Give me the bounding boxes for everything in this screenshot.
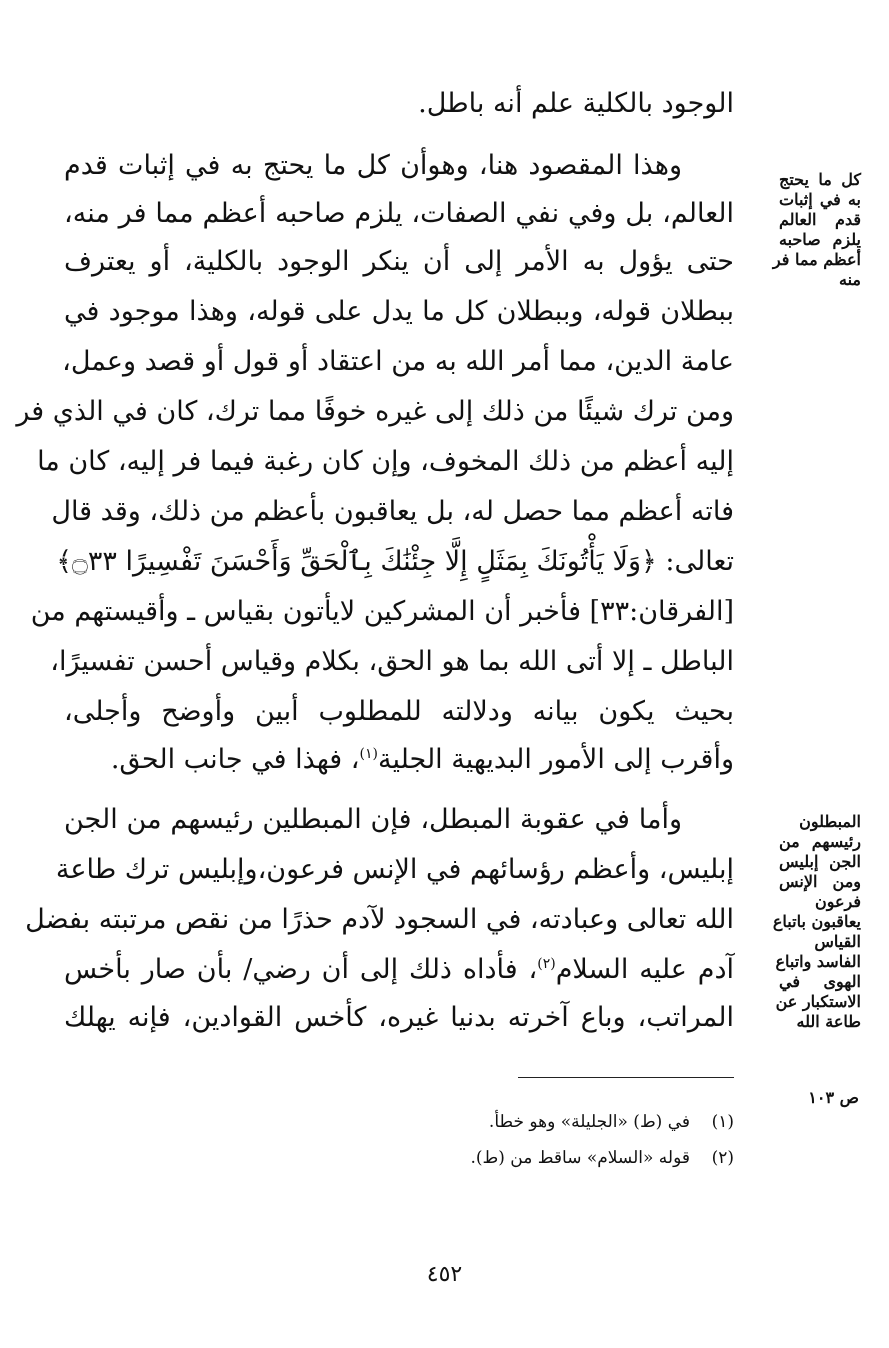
text-line — [64, 948, 734, 992]
margin-note-2 — [772, 812, 861, 1032]
footnote-text: قوله «السلام» ساقط من (ط). — [470, 1148, 690, 1168]
margin-note-line: ومن الإنس — [779, 872, 861, 891]
text-segment: ، فهذا في جانب الحق. — [110, 744, 360, 775]
margin-note-line: طاعة الله — [796, 1012, 861, 1031]
text-line — [64, 738, 734, 782]
footnote-number: (١) — [711, 1112, 734, 1132]
text-line: ببطلان قوله، وببطلان كل ما يدل على قوله، وهذا موجود في — [64, 296, 734, 327]
footnote-ref-1[interactable]: (١) — [359, 746, 378, 762]
margin-note-line: فرعون — [814, 892, 861, 911]
text-line: العالم، بل وفي نفي الصفات، يلزم صاحبه أعظم مما فر منه، — [64, 198, 734, 229]
text-line: الباطل ـ إلا أتى الله بما هو الحق، بكلام وقياس أحسن تفسيرًا، — [50, 646, 734, 677]
margin-note-line: به في إثبات — [779, 190, 861, 209]
manuscript-page-ref: ص ١٠٣ — [808, 1088, 859, 1107]
quran-verse-line: تعالى: ﴿وَلَا يَأْتُونَكَ بِمَثَلٍ إِلَّا جِئْنَٰكَ بِٱلْحَقِّ وَأَحْسَنَ تَفْسِيرًا ۝٣٣﴾ — [56, 546, 734, 577]
text-segment: آدم عليه السلام — [555, 954, 734, 985]
text-line: عامة الدين، مما أمر الله به من اعتقاد أو قول أو قصد وعمل، — [62, 346, 734, 377]
text-line: حتى يؤول به الأمر إلى أن ينكر الوجود بالكلية، أو يعترف — [64, 246, 734, 277]
footnote-number: (٢) — [711, 1148, 734, 1168]
text-line: الله تعالى وعبادته، في السجود لآدم حذرًا من نقص مرتبته بفضل — [25, 904, 734, 935]
text-line: إبليس، وأعظم رؤسائهم في الإنس فرعون،وإبليس ترك طاعة — [55, 854, 734, 885]
footnote-2 — [471, 1144, 734, 1172]
margin-note-line: منه — [839, 270, 861, 289]
text-line: [الفرقان:٣٣] فأخبر أن المشركين لايأتون بقياس ـ وأقيستهم من — [30, 596, 734, 627]
text-line: إليه أعظم من ذلك المخوف، وإن كان رغبة فيما فر إليه، كان ما — [37, 446, 734, 477]
text-line: الوجود بالكلية علم أنه باطل. — [418, 88, 734, 119]
text-line: فاته أعظم مما حصل له، بل يعاقبون بأعظم من ذلك، وقد قال — [51, 496, 734, 527]
text-line: المراتب، وباع آخرته بدنيا غيره، كأخس القوادين، فإنه يهلك — [64, 1002, 734, 1033]
text-line: وأما في عقوبة المبطل، فإن المبطلين رئيسهم من الجن — [64, 804, 682, 835]
footnote-divider — [518, 1077, 734, 1078]
margin-note-line: الفاسد واتباع — [775, 952, 861, 971]
page-number: ٤٥٢ — [426, 1262, 463, 1287]
footnote-1 — [489, 1108, 734, 1136]
margin-note-line: كل ما يحتج — [779, 170, 861, 189]
margin-note-line: قدم العالم — [779, 210, 861, 229]
text-line: ومن ترك شيئًا من ذلك إلى غيره خوفًا مما ترك، كان في الذي فر — [16, 396, 734, 427]
margin-note-line: أعظم مما فر — [772, 250, 861, 269]
margin-note-line: رئيسهم من — [779, 832, 861, 851]
text-segment: ، فأداه ذلك إلى أن رضي/ بأن صار بأخس — [64, 954, 538, 985]
margin-note-line: القياس — [814, 932, 861, 951]
margin-note-line: الجن إبليس — [779, 852, 861, 871]
margin-note-1 — [772, 170, 861, 290]
margin-note-line: الهوى في — [779, 972, 861, 991]
margin-note-line: يلزم صاحبه — [779, 230, 861, 249]
margin-note-line: الاستكبار عن — [775, 992, 861, 1011]
margin-note-line: المبطلون — [799, 812, 861, 831]
text-segment: وأقرب إلى الأمور البديهية الجلية — [377, 744, 734, 775]
margin-note-line: يعاقبون باتباع — [772, 912, 861, 931]
text-line: وهذا المقصود هنا، وهوأن كل ما يحتج به في إثبات قدم — [64, 150, 682, 181]
text-line: بحيث يكون بيانه ودلالته للمطلوب أبين وأوضح وأجلى، — [64, 696, 734, 727]
footnote-ref-2[interactable]: (٢) — [537, 956, 556, 972]
footnote-text: في (ط) «الجليلة» وهو خطأ. — [488, 1112, 690, 1132]
